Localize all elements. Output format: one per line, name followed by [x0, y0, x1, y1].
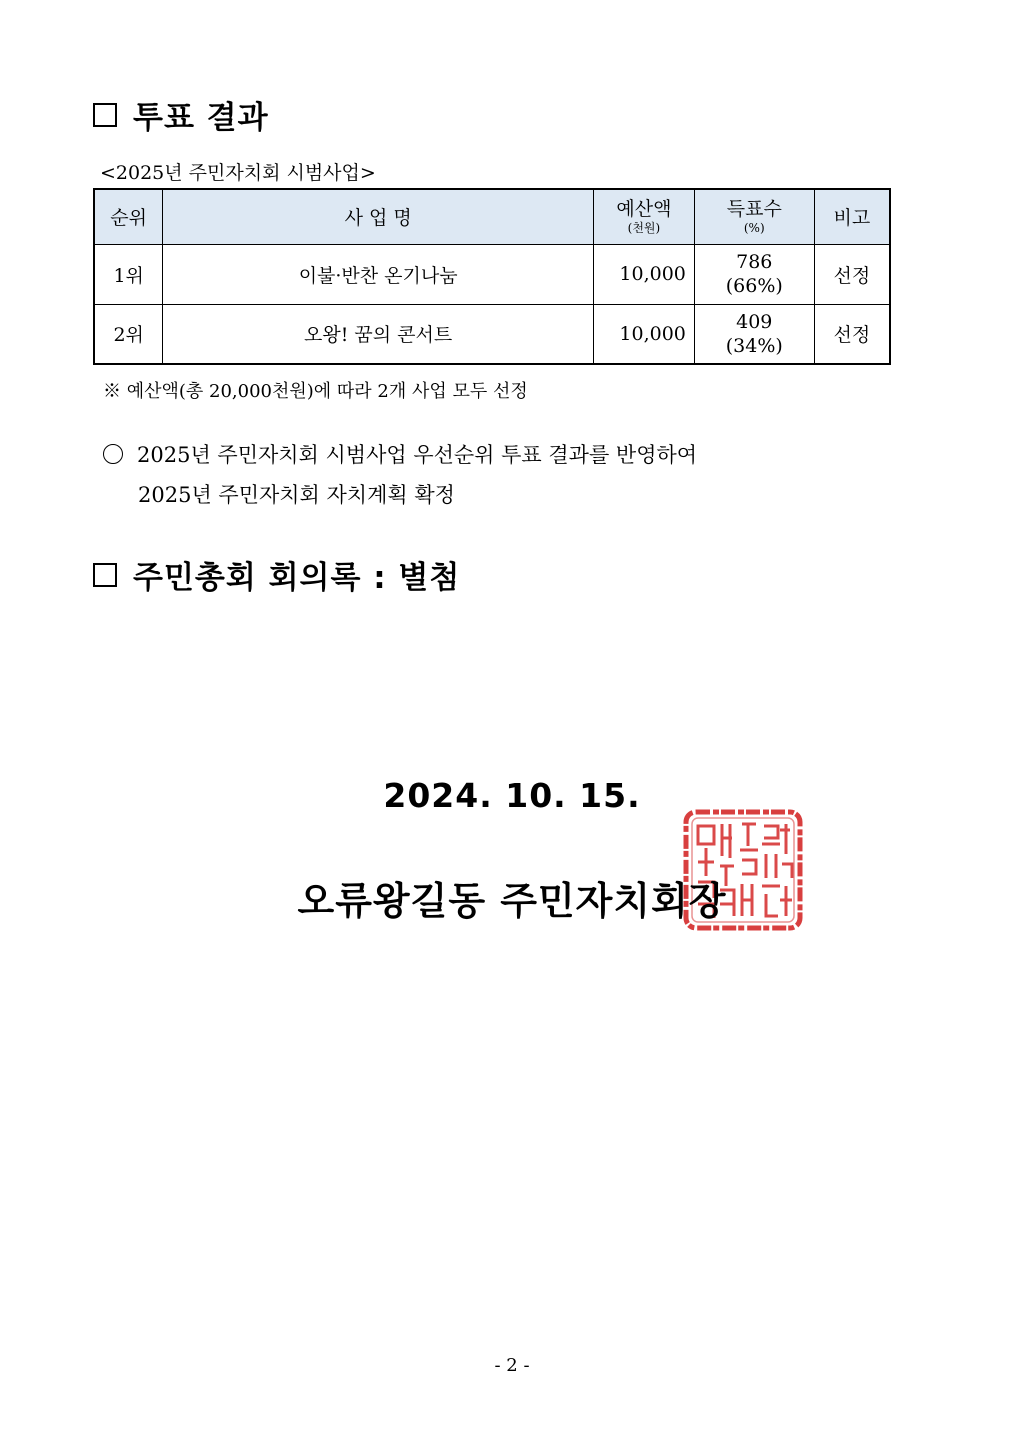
cell-votes-percent: (34%) — [725, 334, 783, 357]
signer-name: 오류왕길동 주민자치회장 — [297, 879, 727, 923]
header-remarks: 비고 — [814, 189, 890, 244]
header-votes-unit: (%) — [743, 221, 765, 236]
page-number: - 2 - — [494, 1355, 530, 1376]
header-budget — [593, 189, 694, 244]
table-header-row — [94, 189, 890, 244]
cell-votes-count: 409 — [736, 310, 773, 333]
header-rank: 순위 — [94, 189, 163, 244]
cell-budget: 10,000 — [593, 304, 694, 364]
table-caption: <2025년 주민자치회 시범사업> — [100, 162, 376, 184]
document-date: 2024. 10. 15. — [383, 776, 641, 815]
circle-bullet-icon — [103, 444, 123, 464]
paragraph-line-1 — [103, 435, 697, 475]
paragraph-line-1-text: 2025년 주민자치회 시범사업 우선순위 투표 결과를 반영하여 — [137, 443, 698, 467]
budget-note: ※ 예산액(총 20,000천원)에 따라 2개 사업 모두 선정 — [103, 381, 528, 402]
header-votes — [694, 189, 814, 244]
paragraph-line-2: 2025년 주민자치회 자치계획 확정 — [138, 483, 455, 507]
table-row — [94, 304, 890, 364]
cell-votes-count: 786 — [736, 251, 773, 273]
section-heading-minutes — [93, 552, 460, 597]
cell-votes-percent: (66%) — [725, 275, 783, 297]
cell-votes — [694, 244, 814, 304]
checkbox-square-icon — [93, 563, 117, 587]
result-paragraph — [103, 435, 697, 515]
cell-budget: 10,000 — [593, 244, 694, 304]
checkbox-square-icon — [93, 103, 117, 127]
vote-result-table — [93, 188, 891, 365]
section-title: 주민총회 회의록 : 별첨 — [133, 560, 461, 596]
header-votes-label: 득표수 — [726, 198, 782, 221]
cell-project: 이불·반찬 온기나눔 — [163, 244, 594, 304]
section-heading-vote-result — [93, 92, 269, 137]
cell-votes — [694, 304, 814, 364]
section-title: 투표 결과 — [133, 100, 269, 136]
cell-rank: 2위 — [94, 304, 163, 364]
header-budget-unit: (천원) — [627, 221, 661, 236]
header-project: 사 업 명 — [163, 189, 594, 244]
cell-remarks: 선정 — [814, 304, 890, 364]
table-row — [94, 244, 890, 304]
cell-project: 오왕! 꿈의 콘서트 — [163, 304, 594, 364]
cell-rank: 1위 — [94, 244, 163, 304]
cell-remarks: 선정 — [814, 244, 890, 304]
header-budget-label: 예산액 — [616, 198, 672, 221]
